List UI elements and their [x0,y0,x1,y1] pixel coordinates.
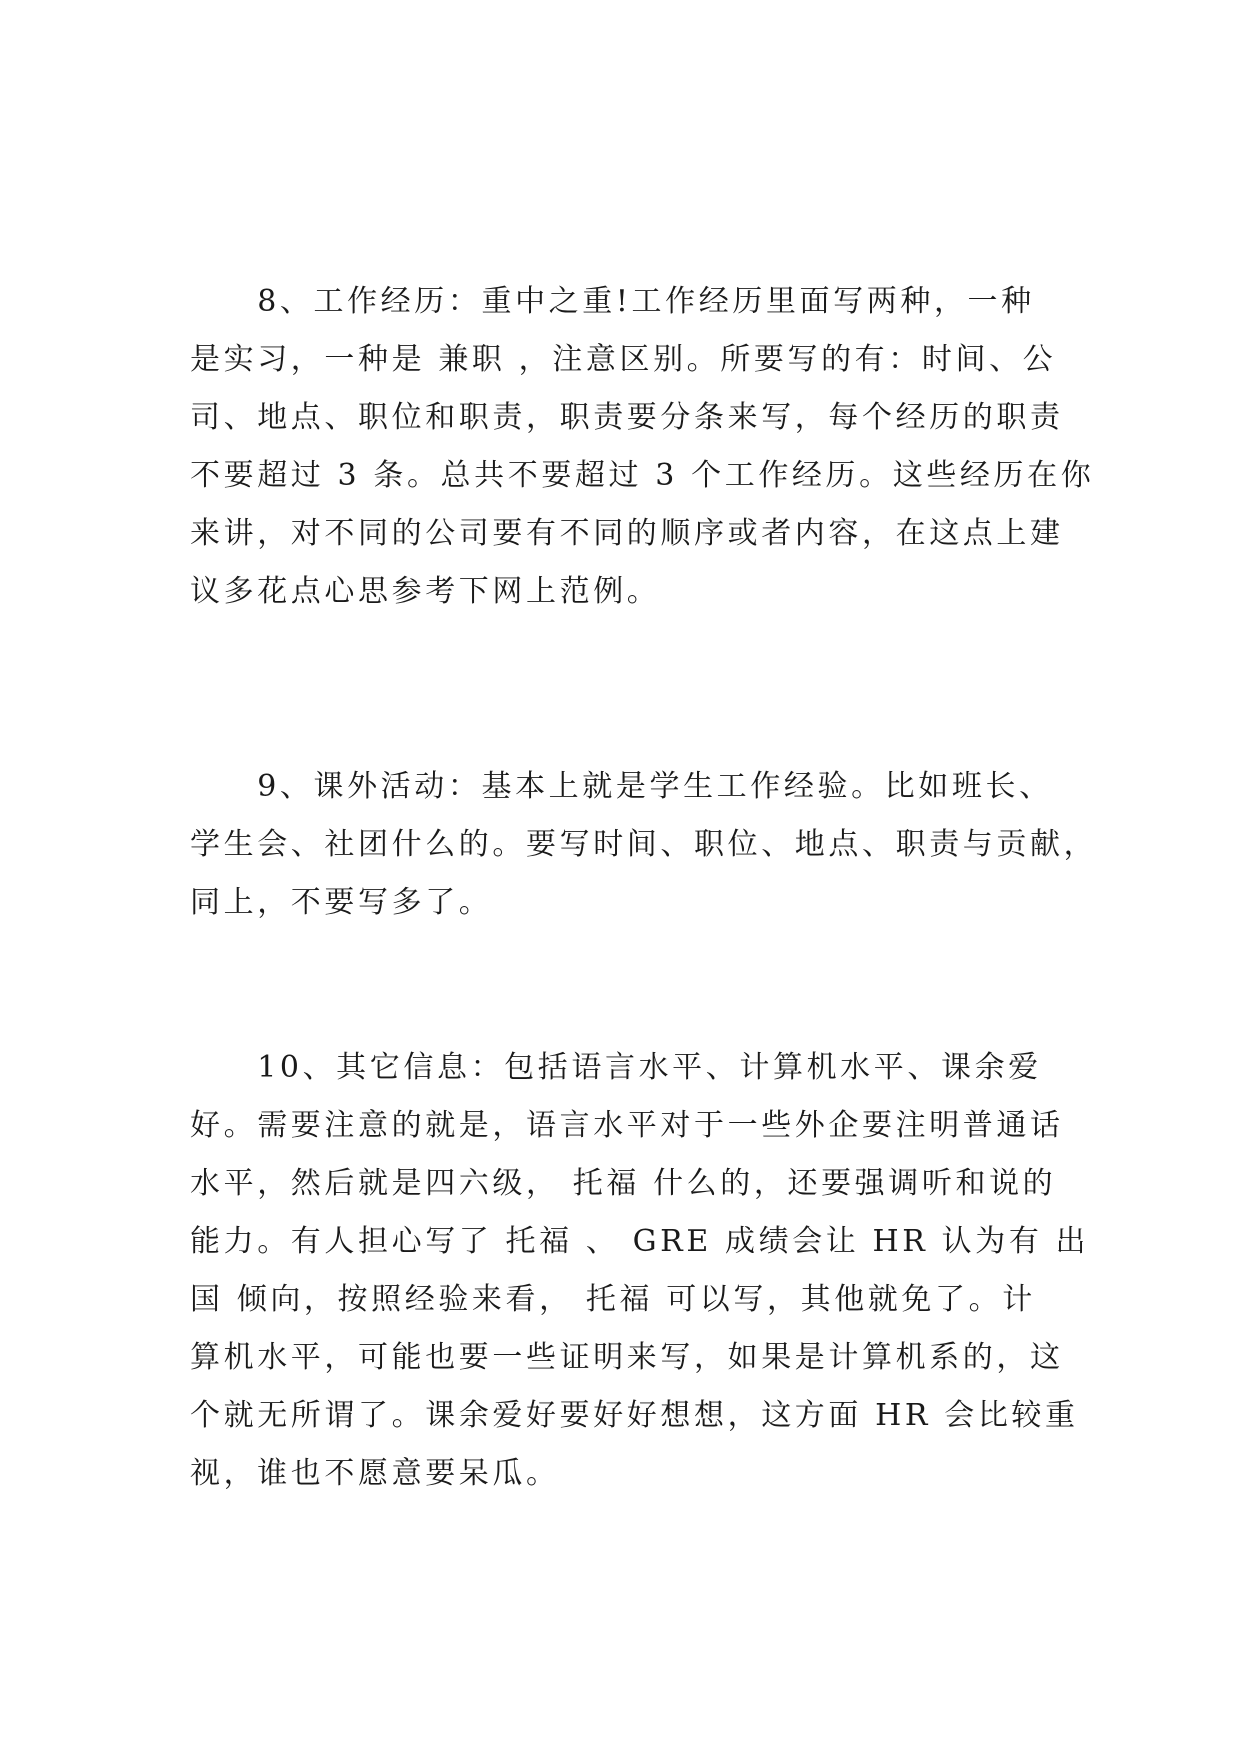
text-line: 同上，不要写多了。 [190,885,493,920]
text-line: 是实习，一种是 兼职 ，注意区别。所要写的有：时间、公 [190,342,1057,377]
text-line: 好。需要注意的就是，语言水平对于一些外企要注明普通话 [190,1108,1064,1143]
text-line: 不要超过 3 条。总共不要超过 3 个工作经历。这些经历在你 [190,458,1095,493]
paragraph-other-info [190,1039,1090,1503]
text-line: 算机水平，可能也要一些证明来写，如果是计算机系的，这 [190,1340,1064,1375]
text-line: 10、其它信息：包括语言水平、计算机水平、课余爱 [190,1050,1042,1085]
text-line: 学生会、社团什么的。要写时间、职位、地点、职责与贡献， [190,827,1098,862]
text-line: 个就无所谓了。课余爱好要好好想想，这方面 HR 会比较重 [190,1398,1079,1433]
text-line: 来讲，对不同的公司要有不同的顺序或者内容，在这点上建 [190,516,1064,551]
text-line: 8、工作经历：重中之重!工作经历里面写两种，一种 [190,284,1035,319]
text-line: 视，谁也不愿意要呆瓜。 [190,1456,560,1491]
text-line: 国 倾向，按照经验来看， 托福 可以写，其他就免了。计 [190,1282,1036,1317]
text-line: 水平，然后就是四六级， 托福 什么的，还要强调听和说的 [190,1166,1057,1201]
paragraph-extracurricular [190,758,1098,932]
text-line: 司、地点、职位和职责，职责要分条来写，每个经历的职责 [190,400,1064,435]
paragraph-work-experience [190,273,1095,621]
text-line: 9、课外活动：基本上就是学生工作经验。比如班长、 [190,769,1053,804]
text-line: 议多花点心思参考下网上范例。 [190,574,661,609]
text-line: 能力。有人担心写了 托福 、 GRE 成绩会让 HR 认为有 出 [190,1224,1090,1259]
